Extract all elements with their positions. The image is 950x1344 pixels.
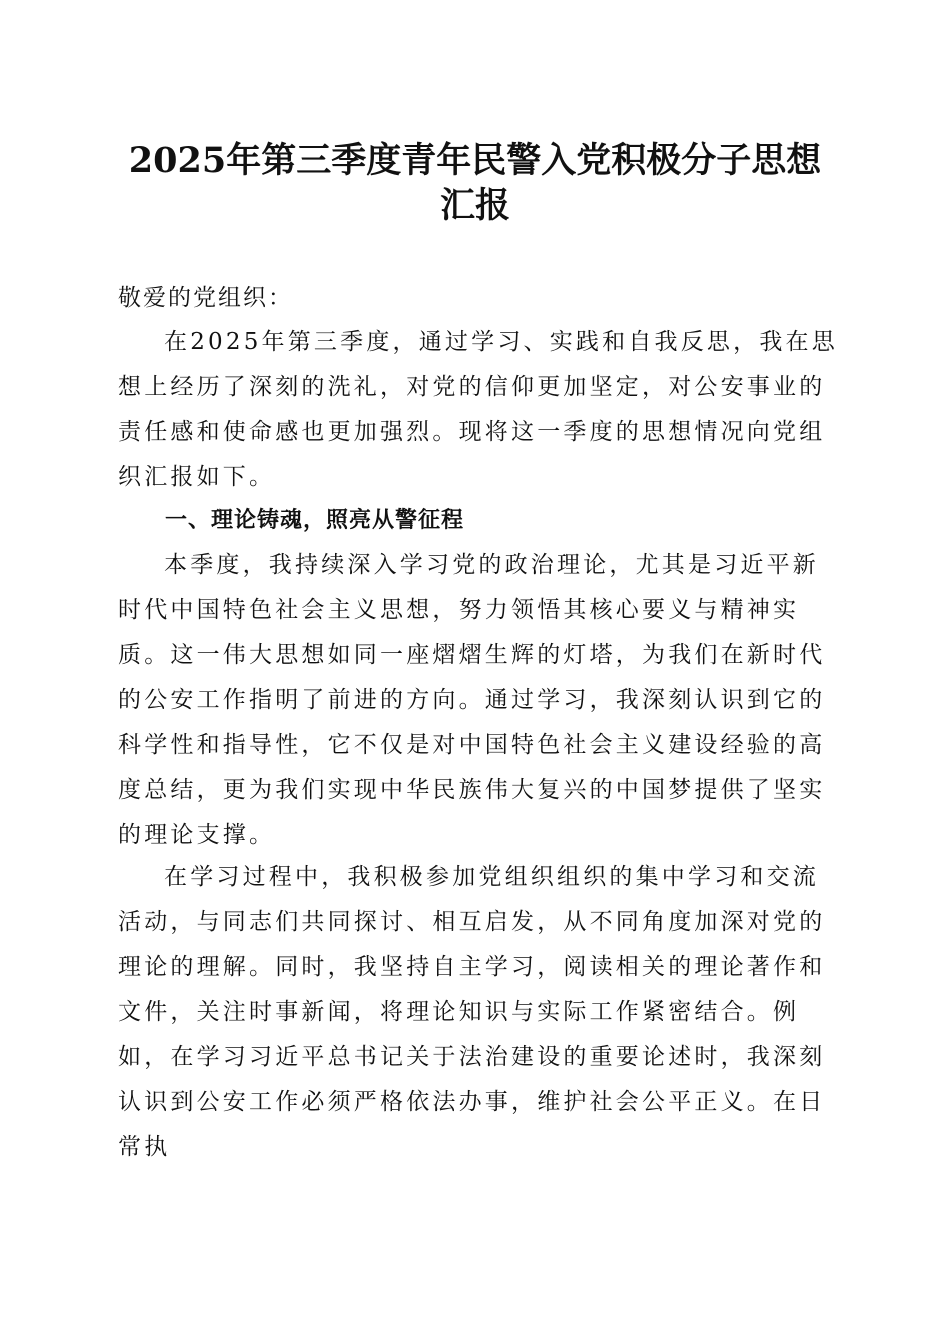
paragraph-learning-process: 在学习过程中，我积极参加党组织组织的集中学习和交流活动，与同志们共同探讨、相互启发，从不同角度加深对党的理论的理解。同时，我坚持自主学习，阅读相关的理论著作和文件，关注时事新闻，将理论知识与实际工作紧密结合。例如，在学习习近平总书记关于法治建设的重要论述时，我深刻认识到公安工作必须严格依法办事，维护社会公平正义。在日常执	[118, 864, 826, 1160]
section-heading-theory: 一、理论铸魂，照亮从警征程	[165, 508, 465, 533]
document-title-line-1: 2025年第三季度青年民警入党积极分子思想	[128, 140, 822, 181]
document-title-line-2: 汇报	[439, 185, 510, 226]
salutation: 敬爱的党组织：	[118, 285, 293, 311]
paragraph-intro: 在2025年第三季度，通过学习、实践和自我反思，我在思想上经历了深刻的洗礼，对党的信仰更加坚定，对公安事业的责任感和使命感也更加强烈。现将这一季度的思想情况向党组织汇报如下。	[118, 329, 838, 490]
paragraph-theory-study: 本季度，我持续深入学习党的政治理论，尤其是习近平新时代中国特色社会主义思想，努力领悟其核心要义与精神实质。这一伟大思想如同一座熠熠生辉的灯塔，为我们在新时代的公安工作指明了前进的方向。通过学习，我深刻认识到它的科学性和指导性，它不仅是对中国特色社会主义建设经验的高度总结，更为我们实现中华民族伟大复兴的中国梦提供了坚实的理论支撑。	[118, 552, 826, 848]
